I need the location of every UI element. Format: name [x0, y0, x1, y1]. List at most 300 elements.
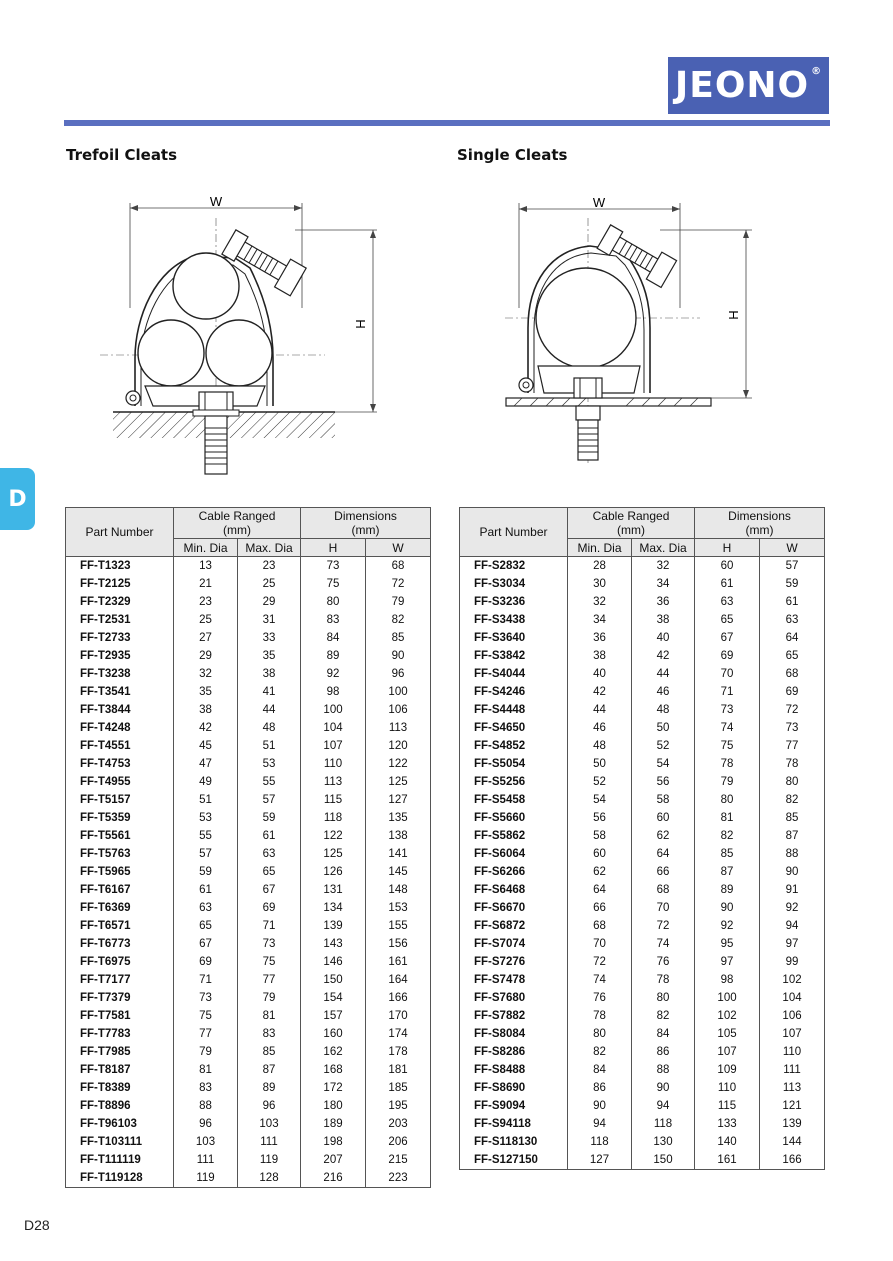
h-cell: 89: [301, 647, 366, 665]
h-cell: 172: [301, 1079, 366, 1097]
part-number-cell: FF-T6773: [66, 935, 174, 953]
part-number-cell: FF-T6571: [66, 917, 174, 935]
single-spec-table: [459, 507, 825, 1170]
h-cell: 113: [301, 773, 366, 791]
table-row: [66, 1007, 431, 1025]
min-dia-cell: 65: [174, 917, 238, 935]
min-dia-cell: 72: [568, 953, 632, 971]
min-dia-cell: 68: [568, 917, 632, 935]
table-row: [66, 827, 431, 845]
max-dia-cell: 69: [238, 899, 301, 917]
part-number-cell: FF-T2935: [66, 647, 174, 665]
table-row: [460, 917, 825, 935]
max-dia-cell: 38: [238, 665, 301, 683]
w-cell: 138: [366, 827, 431, 845]
max-dia-cell: 46: [632, 683, 695, 701]
part-number-cell: FF-S6468: [460, 881, 568, 899]
dimensions-header: Dimensions (mm): [695, 508, 825, 539]
max-dia-cell: 48: [632, 701, 695, 719]
registered-mark: ®: [811, 66, 823, 77]
part-number-cell: FF-S6670: [460, 899, 568, 917]
min-dia-cell: 73: [174, 989, 238, 1007]
min-dia-header: Min. Dia: [174, 539, 238, 557]
h-cell: 118: [301, 809, 366, 827]
h-cell: 65: [695, 611, 760, 629]
table-row: [460, 593, 825, 611]
part-number-cell: FF-T2531: [66, 611, 174, 629]
w-cell: 113: [366, 719, 431, 737]
part-number-cell: FF-S4852: [460, 737, 568, 755]
table-row: [66, 701, 431, 719]
h-cell: 207: [301, 1151, 366, 1169]
w-cell: 170: [366, 1007, 431, 1025]
min-dia-cell: 78: [568, 1007, 632, 1025]
h-cell: 75: [301, 575, 366, 593]
table-row: [460, 845, 825, 863]
w-cell: 82: [366, 611, 431, 629]
w-cell: 153: [366, 899, 431, 917]
part-number-cell: FF-S3842: [460, 647, 568, 665]
table-row: [66, 755, 431, 773]
max-dia-cell: 80: [632, 989, 695, 1007]
part-number-header: Part Number: [460, 508, 568, 557]
max-dia-cell: 68: [632, 881, 695, 899]
max-dia-cell: 31: [238, 611, 301, 629]
part-number-cell: FF-S4448: [460, 701, 568, 719]
min-dia-cell: 64: [568, 881, 632, 899]
table-row: [460, 809, 825, 827]
table-row: [66, 989, 431, 1007]
w-cell: 223: [366, 1169, 431, 1188]
min-dia-cell: 29: [174, 647, 238, 665]
w-cell: 161: [366, 953, 431, 971]
h-cell: 92: [695, 917, 760, 935]
min-dia-cell: 119: [174, 1169, 238, 1188]
logo-text: JEONO: [674, 65, 810, 106]
min-dia-cell: 42: [174, 719, 238, 737]
h-cell: 82: [695, 827, 760, 845]
max-dia-cell: 86: [632, 1043, 695, 1061]
table-row: [66, 845, 431, 863]
max-dia-cell: 111: [238, 1133, 301, 1151]
part-number-cell: FF-S3438: [460, 611, 568, 629]
h-cell: 161: [695, 1151, 760, 1170]
min-dia-cell: 88: [174, 1097, 238, 1115]
max-dia-cell: 76: [632, 953, 695, 971]
table-row: [66, 593, 431, 611]
part-number-cell: FF-T4551: [66, 737, 174, 755]
min-dia-cell: 34: [568, 611, 632, 629]
table-row: [460, 755, 825, 773]
part-number-cell: FF-T8187: [66, 1061, 174, 1079]
table-row: [460, 611, 825, 629]
w-cell: 73: [760, 719, 825, 737]
table-row: [460, 647, 825, 665]
h-cell: 115: [301, 791, 366, 809]
max-dia-cell: 35: [238, 647, 301, 665]
h-cell: 95: [695, 935, 760, 953]
part-number-cell: FF-S7680: [460, 989, 568, 1007]
max-dia-cell: 75: [238, 953, 301, 971]
table-row: [460, 881, 825, 899]
part-number-cell: FF-S3640: [460, 629, 568, 647]
cable-right: [206, 320, 272, 386]
min-dia-cell: 59: [174, 863, 238, 881]
table-row: [460, 1043, 825, 1061]
min-dia-cell: 36: [568, 629, 632, 647]
table-row: [66, 881, 431, 899]
h-cell: 125: [301, 845, 366, 863]
min-dia-cell: 81: [174, 1061, 238, 1079]
table-row: [460, 665, 825, 683]
part-number-cell: FF-T3844: [66, 701, 174, 719]
w-cell: 164: [366, 971, 431, 989]
w-cell: 59: [760, 575, 825, 593]
table-row: [66, 935, 431, 953]
h-cell: 78: [695, 755, 760, 773]
max-dia-header: Max. Dia: [238, 539, 301, 557]
max-dia-cell: 50: [632, 719, 695, 737]
min-dia-cell: 32: [568, 593, 632, 611]
w-cell: 215: [366, 1151, 431, 1169]
part-number-cell: FF-S4650: [460, 719, 568, 737]
table-row: [66, 683, 431, 701]
min-dia-cell: 48: [568, 737, 632, 755]
part-number-cell: FF-T8896: [66, 1097, 174, 1115]
table-row: [460, 971, 825, 989]
h-cell: 140: [695, 1133, 760, 1151]
h-cell: 63: [695, 593, 760, 611]
min-dia-header: Min. Dia: [568, 539, 632, 557]
h-cell: 139: [301, 917, 366, 935]
h-cell: 122: [301, 827, 366, 845]
table-row: [460, 737, 825, 755]
w-cell: 90: [760, 863, 825, 881]
h-cell: 107: [301, 737, 366, 755]
part-number-cell: FF-S7074: [460, 935, 568, 953]
w-cell: 72: [366, 575, 431, 593]
w-cell: 174: [366, 1025, 431, 1043]
part-number-cell: FF-T5763: [66, 845, 174, 863]
w-cell: 203: [366, 1115, 431, 1133]
min-dia-cell: 42: [568, 683, 632, 701]
max-dia-cell: 74: [632, 935, 695, 953]
max-dia-cell: 118: [632, 1115, 695, 1133]
table-row: [460, 1151, 825, 1170]
w-cell: 144: [760, 1133, 825, 1151]
w-cell: 97: [760, 935, 825, 953]
max-dia-cell: 79: [238, 989, 301, 1007]
part-number-cell: FF-T7379: [66, 989, 174, 1007]
w-cell: 178: [366, 1043, 431, 1061]
table-row: [66, 1097, 431, 1115]
max-dia-cell: 73: [238, 935, 301, 953]
h-cell: 79: [695, 773, 760, 791]
max-dia-cell: 77: [238, 971, 301, 989]
table-row: [460, 1025, 825, 1043]
part-number-cell: FF-T5561: [66, 827, 174, 845]
min-dia-cell: 80: [568, 1025, 632, 1043]
w-cell: 206: [366, 1133, 431, 1151]
w-cell: 79: [366, 593, 431, 611]
table-row: [66, 1061, 431, 1079]
max-dia-cell: 44: [632, 665, 695, 683]
w-cell: 94: [760, 917, 825, 935]
table-row: [66, 899, 431, 917]
part-number-cell: FF-T6975: [66, 953, 174, 971]
w-cell: 68: [366, 557, 431, 576]
min-dia-cell: 44: [568, 701, 632, 719]
part-number-cell: FF-S5862: [460, 827, 568, 845]
w-cell: 113: [760, 1079, 825, 1097]
max-dia-cell: 70: [632, 899, 695, 917]
max-dia-cell: 150: [632, 1151, 695, 1170]
max-dia-cell: 89: [238, 1079, 301, 1097]
max-dia-cell: 72: [632, 917, 695, 935]
max-dia-header: Max. Dia: [632, 539, 695, 557]
table-row: [460, 1133, 825, 1151]
min-dia-cell: 74: [568, 971, 632, 989]
h-cell: 131: [301, 881, 366, 899]
table-row: [66, 1043, 431, 1061]
min-dia-cell: 84: [568, 1061, 632, 1079]
w-cell: 125: [366, 773, 431, 791]
min-dia-cell: 55: [174, 827, 238, 845]
h-cell: 98: [301, 683, 366, 701]
part-number-cell: FF-S127150: [460, 1151, 568, 1170]
w-cell: 78: [760, 755, 825, 773]
part-number-cell: FF-S6266: [460, 863, 568, 881]
w-cell: 135: [366, 809, 431, 827]
table-row: [66, 611, 431, 629]
min-dia-cell: 77: [174, 1025, 238, 1043]
h-cell: 150: [301, 971, 366, 989]
cable-left: [138, 320, 204, 386]
part-number-cell: FF-S4246: [460, 683, 568, 701]
table-row: [460, 953, 825, 971]
h-cell: 71: [695, 683, 760, 701]
max-dia-cell: 130: [632, 1133, 695, 1151]
min-dia-cell: 57: [174, 845, 238, 863]
w-cell: 72: [760, 701, 825, 719]
w-cell: 111: [760, 1061, 825, 1079]
w-cell: 61: [760, 593, 825, 611]
w-cell: 85: [366, 629, 431, 647]
min-dia-cell: 54: [568, 791, 632, 809]
table-row: [66, 1079, 431, 1097]
h-cell: 69: [695, 647, 760, 665]
table-row: [66, 1025, 431, 1043]
h-cell: 115: [695, 1097, 760, 1115]
table-row: [460, 683, 825, 701]
min-dia-cell: 52: [568, 773, 632, 791]
max-dia-cell: 58: [632, 791, 695, 809]
w-cell: 106: [760, 1007, 825, 1025]
h-cell: 105: [695, 1025, 760, 1043]
h-cell: 180: [301, 1097, 366, 1115]
width-label-single: W: [592, 195, 606, 210]
min-dia-cell: 32: [174, 665, 238, 683]
min-dia-cell: 53: [174, 809, 238, 827]
min-dia-cell: 25: [174, 611, 238, 629]
w-cell: 155: [366, 917, 431, 935]
w-cell: 80: [760, 773, 825, 791]
w-cell: 102: [760, 971, 825, 989]
table-row: [460, 827, 825, 845]
single-cleat-diagram: [500, 188, 760, 468]
w-cell: 181: [366, 1061, 431, 1079]
part-number-cell: FF-S7882: [460, 1007, 568, 1025]
h-cell: 87: [695, 863, 760, 881]
h-cell: 168: [301, 1061, 366, 1079]
part-number-cell: FF-S8488: [460, 1061, 568, 1079]
max-dia-cell: 66: [632, 863, 695, 881]
max-dia-cell: 51: [238, 737, 301, 755]
table-row: [66, 791, 431, 809]
table-row: [66, 647, 431, 665]
part-number-cell: FF-T8389: [66, 1079, 174, 1097]
table-row: [66, 773, 431, 791]
max-dia-cell: 41: [238, 683, 301, 701]
min-dia-cell: 66: [568, 899, 632, 917]
table-row: [460, 557, 825, 576]
h-cell: 126: [301, 863, 366, 881]
max-dia-cell: 88: [632, 1061, 695, 1079]
max-dia-cell: 48: [238, 719, 301, 737]
w-cell: 127: [366, 791, 431, 809]
max-dia-cell: 128: [238, 1169, 301, 1188]
h-cell: 154: [301, 989, 366, 1007]
h-cell: 134: [301, 899, 366, 917]
part-number-cell: FF-S5256: [460, 773, 568, 791]
h-cell: 198: [301, 1133, 366, 1151]
min-dia-cell: 47: [174, 755, 238, 773]
w-cell: 77: [760, 737, 825, 755]
table-row: [66, 971, 431, 989]
w-cell: 166: [366, 989, 431, 1007]
max-dia-cell: 25: [238, 575, 301, 593]
h-cell: 75: [695, 737, 760, 755]
w-cell: 166: [760, 1151, 825, 1170]
max-dia-cell: 65: [238, 863, 301, 881]
h-cell: 189: [301, 1115, 366, 1133]
min-dia-cell: 28: [568, 557, 632, 576]
h-cell: 100: [695, 989, 760, 1007]
w-cell: 156: [366, 935, 431, 953]
min-dia-cell: 127: [568, 1151, 632, 1170]
w-cell: 120: [366, 737, 431, 755]
trefoil-cleat-diagram: [95, 188, 385, 488]
part-number-cell: FF-S5458: [460, 791, 568, 809]
table-row: [66, 1169, 431, 1188]
h-cell: 89: [695, 881, 760, 899]
h-cell: 74: [695, 719, 760, 737]
header-rule: [64, 120, 830, 126]
table-row: [66, 1115, 431, 1133]
min-dia-cell: 83: [174, 1079, 238, 1097]
h-cell: 70: [695, 665, 760, 683]
part-number-header: Part Number: [66, 508, 174, 557]
part-number-cell: FF-T7177: [66, 971, 174, 989]
w-cell: 185: [366, 1079, 431, 1097]
table-row: [460, 1061, 825, 1079]
table-row: [66, 1151, 431, 1169]
h-cell: 81: [695, 809, 760, 827]
part-number-cell: FF-T5359: [66, 809, 174, 827]
part-number-cell: FF-T103111: [66, 1133, 174, 1151]
w-cell: 64: [760, 629, 825, 647]
min-dia-cell: 40: [568, 665, 632, 683]
h-cell: 143: [301, 935, 366, 953]
h-cell: 102: [695, 1007, 760, 1025]
min-dia-cell: 90: [568, 1097, 632, 1115]
h-cell: 73: [695, 701, 760, 719]
h-cell: 162: [301, 1043, 366, 1061]
min-dia-cell: 94: [568, 1115, 632, 1133]
height-label: H: [353, 319, 368, 329]
max-dia-cell: 64: [632, 845, 695, 863]
w-cell: 121: [760, 1097, 825, 1115]
w-cell: 69: [760, 683, 825, 701]
min-dia-cell: 58: [568, 827, 632, 845]
min-dia-cell: 71: [174, 971, 238, 989]
max-dia-cell: 103: [238, 1115, 301, 1133]
min-dia-cell: 46: [568, 719, 632, 737]
h-cell: 83: [301, 611, 366, 629]
table-row: [66, 719, 431, 737]
part-number-cell: FF-T111119: [66, 1151, 174, 1169]
part-number-cell: FF-T2733: [66, 629, 174, 647]
part-number-cell: FF-T4248: [66, 719, 174, 737]
part-number-cell: FF-S118130: [460, 1133, 568, 1151]
h-cell: 85: [695, 845, 760, 863]
table-row: [460, 791, 825, 809]
h-cell: 133: [695, 1115, 760, 1133]
min-dia-cell: 60: [568, 845, 632, 863]
h-cell: 84: [301, 629, 366, 647]
part-number-cell: FF-T7783: [66, 1025, 174, 1043]
part-number-cell: FF-S9094: [460, 1097, 568, 1115]
min-dia-cell: 30: [568, 575, 632, 593]
w-cell: 92: [760, 899, 825, 917]
part-number-cell: FF-S5660: [460, 809, 568, 827]
table-row: [460, 1115, 825, 1133]
part-number-cell: FF-S3034: [460, 575, 568, 593]
h-cell: 160: [301, 1025, 366, 1043]
max-dia-cell: 61: [238, 827, 301, 845]
cable-top: [173, 253, 239, 319]
table-row: [66, 809, 431, 827]
max-dia-cell: 54: [632, 755, 695, 773]
h-cell: 104: [301, 719, 366, 737]
part-number-cell: FF-T4753: [66, 755, 174, 773]
max-dia-cell: 81: [238, 1007, 301, 1025]
part-number-cell: FF-S7276: [460, 953, 568, 971]
part-number-cell: FF-S5054: [460, 755, 568, 773]
max-dia-cell: 40: [632, 629, 695, 647]
part-number-cell: FF-S8690: [460, 1079, 568, 1097]
min-dia-cell: 67: [174, 935, 238, 953]
max-dia-cell: 23: [238, 557, 301, 576]
min-dia-cell: 38: [568, 647, 632, 665]
min-dia-cell: 96: [174, 1115, 238, 1133]
height-label-single: H: [726, 310, 741, 320]
part-number-cell: FF-T4955: [66, 773, 174, 791]
table-row: [66, 863, 431, 881]
min-dia-cell: 21: [174, 575, 238, 593]
table-row: [66, 1133, 431, 1151]
max-dia-cell: 42: [632, 647, 695, 665]
